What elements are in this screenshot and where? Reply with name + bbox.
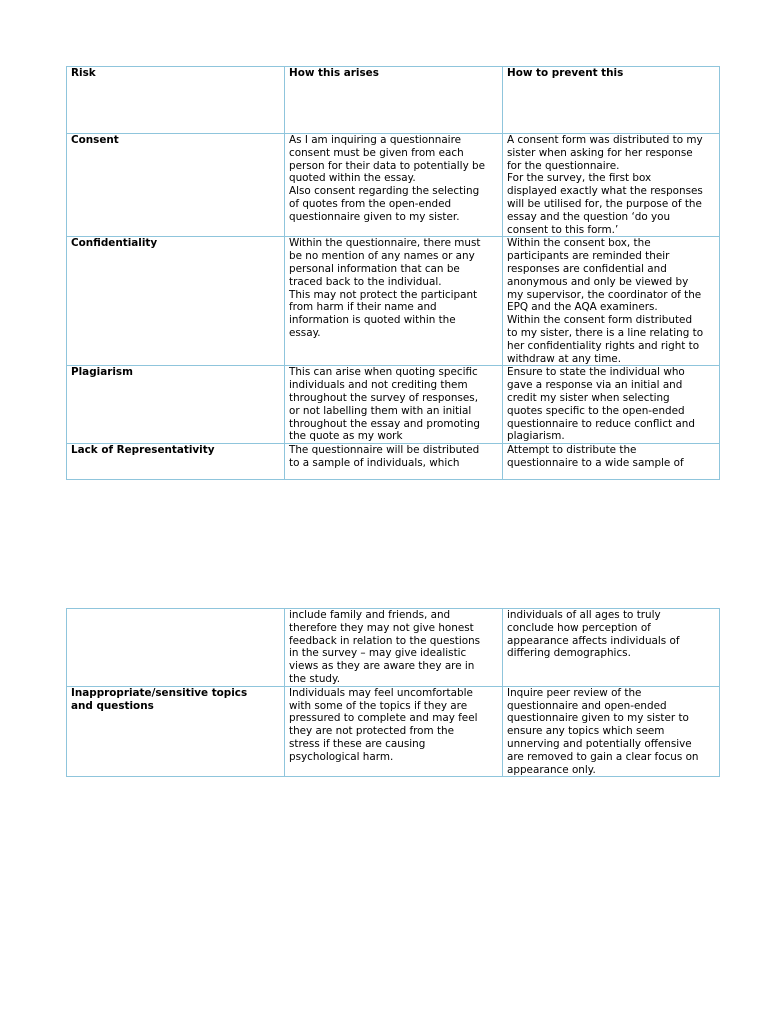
cell-text-line: Within the consent box, the — [507, 237, 651, 250]
cell-text-line: questionnaire given to my sister. — [289, 210, 460, 223]
cell-text-line: her confidentiality rights and right to — [507, 339, 700, 352]
cell-text-line: This can arise when quoting specific — [289, 366, 478, 379]
cell-text-line: differing demographics. — [507, 647, 631, 660]
cell-text-line: to my sister, there is a line relating to — [507, 326, 704, 339]
table-row — [67, 134, 720, 237]
cell-text-line: feedback in relation to the questions — [289, 634, 481, 647]
arises-cell — [285, 686, 503, 777]
cell-text-line: essay and the question ‘do you — [507, 210, 671, 223]
cell-text-line: This may not protect the participant — [289, 288, 478, 301]
cell-text-line: Attempt to distribute the — [507, 444, 637, 457]
table-row — [67, 237, 720, 366]
cell-text-line: to a sample of individuals, which — [289, 456, 460, 469]
cell-text-line: individuals of all ages to truly — [507, 609, 661, 621]
risk-assessment-table-continued — [66, 608, 720, 777]
cell-text-line: sister when asking for her response — [507, 146, 693, 159]
cell-text-line: participants are reminded their — [507, 250, 670, 263]
risk-cell: Plagiarism — [67, 366, 285, 444]
table-header-row — [67, 67, 720, 134]
cell-text-line: views as they are aware they are in — [289, 660, 475, 673]
cell-text-line: and questions — [71, 699, 154, 712]
cell-text-line: or not labelling them with an initial — [289, 404, 472, 417]
cell-text-line: Within the consent form distributed — [507, 314, 693, 327]
cell-text-line: they are not protected from the — [289, 725, 455, 738]
risk-cell — [67, 686, 285, 777]
header-how-this-arises: How this arises — [285, 67, 503, 134]
cell-text-line: individuals and not crediting them — [289, 379, 468, 392]
cell-text-line: unnerving and potentially offensive — [507, 737, 692, 750]
cell-text-line: traced back to the individual. — [289, 275, 442, 288]
cell-text-line: throughout the survey of responses, — [289, 391, 478, 404]
risk-assessment-table — [66, 66, 720, 480]
cell-text-line: gave a response via an initial and — [507, 379, 683, 392]
cell-text-line: psychological harm. — [289, 750, 394, 763]
cell-text-line: information is quoted within the — [289, 314, 456, 327]
cell-text-line: include family and friends, and — [289, 609, 451, 621]
cell-text-line: questionnaire to reduce conflict and — [507, 417, 695, 430]
cell-text-line: EPQ and the AQA examiners. — [507, 301, 658, 314]
prevent-cell — [503, 686, 720, 777]
table-row — [67, 609, 720, 687]
cell-text-line: be no mention of any names or any — [289, 250, 475, 263]
cell-text-line: The questionnaire will be distributed — [289, 444, 480, 457]
arises-cell — [285, 237, 503, 366]
cell-text-line: consent to this form.’ — [507, 223, 619, 236]
prevent-cell — [503, 444, 720, 480]
cell-text-line: plagiarism. — [507, 430, 565, 443]
table-row — [67, 686, 720, 777]
arises-cell — [285, 444, 503, 480]
prevent-cell — [503, 366, 720, 444]
cell-text-line: throughout the essay and promoting — [289, 417, 481, 430]
cell-text-line: Also consent regarding the selecting — [289, 185, 480, 198]
cell-text-line: essay. — [289, 326, 321, 339]
cell-text-line: of quotes from the open-ended — [289, 197, 452, 210]
cell-text-line: the quote as my work — [289, 430, 403, 443]
cell-text-line: questionnaire to a wide sample of — [507, 456, 684, 469]
cell-text-line: A consent form was distributed to my — [507, 134, 703, 146]
cell-text-line: displayed exactly what the responses — [507, 185, 703, 198]
cell-text-line: my supervisor, the coordinator of the — [507, 288, 702, 301]
cell-text-line: consent must be given from each — [289, 146, 464, 159]
cell-text-line: with some of the topics if they are — [289, 699, 468, 712]
cell-text-line: the study. — [289, 672, 340, 685]
prevent-cell — [503, 609, 720, 687]
arises-cell — [285, 366, 503, 444]
cell-text-line: are removed to gain a clear focus on — [507, 750, 699, 763]
cell-text-line: Inquire peer review of the — [507, 686, 642, 699]
cell-text-line: for the questionnaire. — [507, 159, 620, 172]
arises-cell — [285, 134, 503, 237]
risk-cell: Confidentiality — [67, 237, 285, 366]
cell-text-line: questionnaire given to my sister to — [507, 712, 689, 725]
risk-cell: Lack of Representativity — [67, 444, 285, 480]
header-how-to-prevent: How to prevent this — [503, 67, 720, 134]
prevent-cell — [503, 134, 720, 237]
cell-text-line: Inappropriate/sensitive topics — [71, 686, 248, 699]
cell-text-line: appearance only. — [507, 763, 596, 776]
cell-text-line: person for their data to potentially be — [289, 159, 486, 172]
cell-text-line: Ensure to state the individual who — [507, 366, 685, 379]
cell-text-line: in the survey – may give idealistic — [289, 647, 467, 660]
cell-text-line: personal information that can be — [289, 262, 460, 275]
cell-text-line: ensure any topics which seem — [507, 725, 665, 738]
cell-text-line: As I am inquiring a questionnaire — [289, 134, 462, 146]
cell-text-line: conclude how perception of — [507, 621, 651, 634]
cell-text-line: questionnaire and open-ended — [507, 699, 667, 712]
cell-text-line: For the survey, the first box — [507, 172, 652, 185]
cell-text-line: pressured to complete and may feel — [289, 712, 478, 725]
cell-text-line: therefore they may not give honest — [289, 621, 474, 634]
cell-text-line: appearance affects individuals of — [507, 634, 680, 647]
cell-text-line: from harm if their name and — [289, 301, 437, 314]
cell-text-line: responses are confidential and — [507, 262, 667, 275]
table-row — [67, 444, 720, 480]
cell-text-line: withdraw at any time. — [507, 352, 622, 365]
arises-cell — [285, 609, 503, 687]
cell-text-line: anonymous and only be viewed by — [507, 275, 689, 288]
prevent-cell — [503, 237, 720, 366]
table-row — [67, 366, 720, 444]
header-risk: Risk — [67, 67, 285, 134]
cell-text-line: Within the questionnaire, there must — [289, 237, 481, 250]
risk-cell: Consent — [67, 134, 285, 237]
cell-text-line: will be utilised for, the purpose of the — [507, 197, 702, 210]
cell-text-line: Individuals may feel uncomfortable — [289, 686, 473, 699]
cell-text-line: quotes specific to the open-ended — [507, 404, 685, 417]
cell-text-line: quoted within the essay. — [289, 172, 416, 185]
risk-cell — [67, 609, 285, 687]
cell-text-line: credit my sister when selecting — [507, 391, 670, 404]
cell-text-line: stress if these are causing — [289, 737, 426, 750]
